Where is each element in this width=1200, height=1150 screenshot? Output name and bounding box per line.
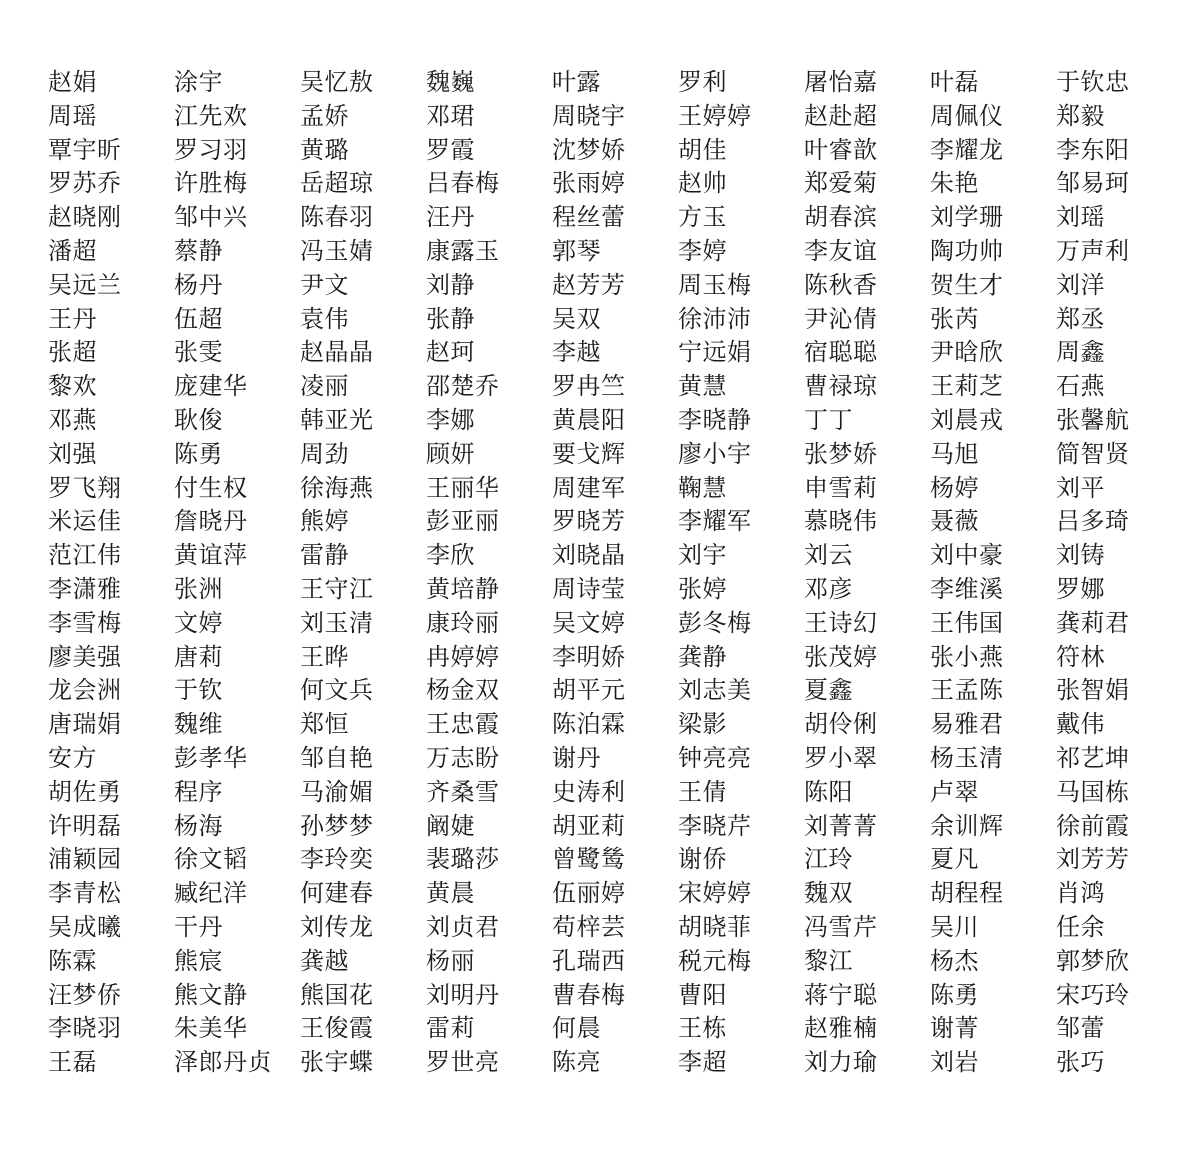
name-cell: 王诗幻 <box>804 608 878 637</box>
name-cell: 蔡静 <box>174 236 223 265</box>
name-cell: 税元梅 <box>678 946 752 975</box>
name-cell: 尹晗欣 <box>930 338 1004 367</box>
name-cell: 刘宇 <box>678 541 727 570</box>
name-cell: 尹沁倩 <box>804 304 878 333</box>
name-cell: 刘玉清 <box>300 608 374 637</box>
name-cell: 刘明丹 <box>426 980 500 1009</box>
name-cell: 孟娇 <box>300 101 349 130</box>
name-cell: 涂宇 <box>174 68 223 96</box>
name-cell: 刘晓晶 <box>552 541 626 570</box>
name-cell: 要戈辉 <box>552 439 626 468</box>
name-cell: 万声利 <box>1056 236 1130 265</box>
name-cell: 郑毅 <box>1056 101 1105 130</box>
name-cell: 魏双 <box>804 879 853 908</box>
name-cell: 李雪梅 <box>48 608 122 637</box>
name-cell: 任余 <box>1056 912 1105 941</box>
name-cell: 刘强 <box>48 439 97 468</box>
name-cell: 潘超 <box>48 236 97 265</box>
name-cell: 李欣 <box>426 541 475 570</box>
name-cell: 张茂婷 <box>804 642 878 671</box>
name-cell: 李超 <box>678 1048 727 1077</box>
name-cell: 马旭 <box>930 439 979 468</box>
name-cell: 罗冉竺 <box>552 372 626 401</box>
name-cell: 杨婷 <box>930 473 979 502</box>
name-cell: 韩亚光 <box>300 405 374 434</box>
name-cell: 刘贞君 <box>426 912 500 941</box>
name-cell: 罗晓芳 <box>552 507 626 536</box>
name-cell: 泽郎丹贞 <box>174 1048 272 1077</box>
name-cell: 孔瑞西 <box>552 946 626 975</box>
name-cell: 浦颖园 <box>48 845 122 874</box>
name-cell: 王忠霞 <box>426 710 500 739</box>
name-cell: 胡程程 <box>930 879 1004 908</box>
name-cell: 江先欢 <box>174 101 248 130</box>
name-cell: 石燕 <box>1056 372 1105 401</box>
name-cell: 胡佐勇 <box>48 777 122 806</box>
name-cell: 阚婕 <box>426 811 475 840</box>
name-cell: 李青松 <box>48 879 122 908</box>
name-cell: 罗娜 <box>1056 574 1105 603</box>
name-cell: 梁影 <box>678 710 727 739</box>
name-cell: 易雅君 <box>930 710 1004 739</box>
name-cell: 干丹 <box>174 912 223 941</box>
name-cell: 赵赴超 <box>804 101 878 130</box>
name-cell: 雷静 <box>300 541 349 570</box>
name-cell: 黄璐 <box>300 135 349 164</box>
name-cell: 熊国花 <box>300 980 374 1009</box>
name-cell: 顾妍 <box>426 439 475 468</box>
name-cell: 吴远兰 <box>48 270 122 299</box>
name-cell: 叶露 <box>552 68 601 96</box>
name-cell: 邓燕 <box>48 405 97 434</box>
name-cell: 周玉梅 <box>678 270 752 299</box>
name-cell: 吴忆敖 <box>300 68 374 96</box>
name-cell: 丁丁 <box>804 405 853 434</box>
name-cell: 宁远娟 <box>678 338 752 367</box>
name-cell: 黎江 <box>804 946 853 975</box>
name-cell: 陈亮 <box>552 1048 601 1077</box>
name-list-page <box>48 66 1168 1080</box>
name-cell: 郭梦欣 <box>1056 946 1130 975</box>
name-cell: 龙会洲 <box>48 676 122 705</box>
name-cell: 刘平 <box>1056 473 1105 502</box>
name-cell: 刘志美 <box>678 676 752 705</box>
name-cell: 邵楚乔 <box>426 372 500 401</box>
name-cell: 汪丹 <box>426 203 475 232</box>
name-cell: 王晔 <box>300 642 349 671</box>
name-cell: 简智贤 <box>1056 439 1130 468</box>
name-cell: 熊文静 <box>174 980 248 1009</box>
name-cell: 张巧 <box>1056 1048 1105 1077</box>
name-cell: 刘洋 <box>1056 270 1105 299</box>
name-cell: 吴文婷 <box>552 608 626 637</box>
name-cell: 谢菁 <box>930 1014 979 1043</box>
name-cell: 胡亚莉 <box>552 811 626 840</box>
name-cell: 胡春滨 <box>804 203 878 232</box>
name-cell: 文婷 <box>174 608 223 637</box>
name-cell: 刘岩 <box>930 1048 979 1077</box>
name-cell: 安方 <box>48 743 97 772</box>
name-cell: 黄谊萍 <box>174 541 248 570</box>
name-cell: 汪梦侨 <box>48 980 122 1009</box>
name-cell: 刘瑶 <box>1056 203 1105 232</box>
name-cell: 周佩仪 <box>930 101 1004 130</box>
name-cell: 范江伟 <box>48 541 122 570</box>
name-cell: 黄培静 <box>426 574 500 603</box>
name-cell: 周晓宇 <box>552 101 626 130</box>
name-cell: 魏维 <box>174 710 223 739</box>
name-cell: 朱美华 <box>174 1014 248 1043</box>
name-cell: 周诗莹 <box>552 574 626 603</box>
name-cell: 周劲 <box>300 439 349 468</box>
name-cell: 夏鑫 <box>804 676 853 705</box>
name-cell: 王守江 <box>300 574 374 603</box>
name-cell: 康玲丽 <box>426 608 500 637</box>
name-cell: 耿俊 <box>174 405 223 434</box>
name-cell: 沈梦娇 <box>552 135 626 164</box>
name-cell: 冯雪芹 <box>804 912 878 941</box>
name-cell: 王婷婷 <box>678 101 752 130</box>
name-cell: 郑丞 <box>1056 304 1105 333</box>
name-cell: 臧纪洋 <box>174 879 248 908</box>
name-cell: 蒋宁聪 <box>804 980 878 1009</box>
name-cell: 杨金双 <box>426 676 500 705</box>
name-cell: 伍超 <box>174 304 223 333</box>
name-cell: 许明磊 <box>48 811 122 840</box>
name-cell: 凌丽 <box>300 372 349 401</box>
name-cell: 徐文韬 <box>174 845 248 874</box>
name-cell: 贺生才 <box>930 270 1004 299</box>
name-cell: 罗利 <box>678 68 727 96</box>
name-cell: 夏凡 <box>930 845 979 874</box>
name-cell: 何建春 <box>300 879 374 908</box>
name-cell: 赵晶晶 <box>300 338 374 367</box>
name-cell: 李耀龙 <box>930 135 1004 164</box>
name-cell: 赵晓刚 <box>48 203 122 232</box>
name-cell: 马国栋 <box>1056 777 1130 806</box>
name-cell: 唐瑞娟 <box>48 710 122 739</box>
name-cell: 刘晨戎 <box>930 405 1004 434</box>
name-cell: 彭亚丽 <box>426 507 500 536</box>
name-cell: 庞建华 <box>174 372 248 401</box>
name-cell: 刘菁菁 <box>804 811 878 840</box>
name-cell: 慕晓伟 <box>804 507 878 536</box>
name-cell: 何文兵 <box>300 676 374 705</box>
name-cell: 程丝蕾 <box>552 203 626 232</box>
name-cell: 罗小翠 <box>804 743 878 772</box>
name-cell: 方玉 <box>678 203 727 232</box>
name-cell: 周建军 <box>552 473 626 502</box>
name-cell: 胡佳 <box>678 135 727 164</box>
name-cell: 杨海 <box>174 811 223 840</box>
name-cell: 魏巍 <box>426 68 475 96</box>
name-cell: 邹自艳 <box>300 743 374 772</box>
name-cell: 杨丹 <box>174 270 223 299</box>
name-cell: 曹阳 <box>678 980 727 1009</box>
name-cell: 张馨航 <box>1056 405 1130 434</box>
name-cell: 王莉芝 <box>930 372 1004 401</box>
name-cell: 王俊霞 <box>300 1014 374 1043</box>
name-cell: 祁艺坤 <box>1056 743 1130 772</box>
name-cell: 郭琴 <box>552 236 601 265</box>
name-cell: 黄晨阳 <box>552 405 626 434</box>
name-cell: 龚静 <box>678 642 727 671</box>
name-cell: 齐桑雪 <box>426 777 500 806</box>
name-cell: 邹中兴 <box>174 203 248 232</box>
name-cell: 胡平元 <box>552 676 626 705</box>
name-cell: 伍丽婷 <box>552 879 626 908</box>
name-cell: 卢翠 <box>930 777 979 806</box>
name-cell: 刘力瑜 <box>804 1048 878 1077</box>
name-cell: 戴伟 <box>1056 710 1105 739</box>
name-cell: 于钦 <box>174 676 223 705</box>
name-cell: 刘静 <box>426 270 475 299</box>
name-cell: 万志盼 <box>426 743 500 772</box>
name-cell: 李越 <box>552 338 601 367</box>
name-cell: 王磊 <box>48 1048 97 1077</box>
name-cell: 谢丹 <box>552 743 601 772</box>
name-cell: 杨玉清 <box>930 743 1004 772</box>
name-cell: 张芮 <box>930 304 979 333</box>
name-cell: 岳超琼 <box>300 169 374 198</box>
name-cell: 曾鹭鸶 <box>552 845 626 874</box>
name-cell: 王丹 <box>48 304 97 333</box>
name-cell: 雷莉 <box>426 1014 475 1043</box>
name-cell: 李友谊 <box>804 236 878 265</box>
name-cell: 刘芳芳 <box>1056 845 1130 874</box>
name-cell: 张雯 <box>174 338 223 367</box>
name-cell: 李东阳 <box>1056 135 1130 164</box>
name-cell: 邓珺 <box>426 101 475 130</box>
name-cell: 叶磊 <box>930 68 979 96</box>
name-cell: 罗苏乔 <box>48 169 122 198</box>
name-cell: 赵娟 <box>48 68 97 96</box>
name-cell: 胡晓菲 <box>678 912 752 941</box>
name-cell: 付生权 <box>174 473 248 502</box>
name-cell: 孙梦梦 <box>300 811 374 840</box>
name-cell: 申雪莉 <box>804 473 878 502</box>
name-cell: 周瑶 <box>48 101 97 130</box>
name-cell: 鞠慧 <box>678 473 727 502</box>
name-cell: 刘铸 <box>1056 541 1105 570</box>
name-cell: 李婷 <box>678 236 727 265</box>
name-cell: 李晓静 <box>678 405 752 434</box>
name-cell: 徐海燕 <box>300 473 374 502</box>
name-cell: 余训辉 <box>930 811 1004 840</box>
name-cell: 吕多琦 <box>1056 507 1130 536</box>
name-cell: 王丽华 <box>426 473 500 502</box>
name-cell: 廖美强 <box>48 642 122 671</box>
name-cell: 刘云 <box>804 541 853 570</box>
name-cell: 张超 <box>48 338 97 367</box>
name-cell: 宿聪聪 <box>804 338 878 367</box>
name-cell: 熊婷 <box>300 507 349 536</box>
name-cell: 张洲 <box>174 574 223 603</box>
name-cell: 肖鸿 <box>1056 879 1105 908</box>
name-cell: 叶睿歆 <box>804 135 878 164</box>
name-cell: 吴双 <box>552 304 601 333</box>
name-cell: 廖小宇 <box>678 439 752 468</box>
name-cell: 李潇雅 <box>48 574 122 603</box>
name-cell: 宋巧玲 <box>1056 980 1130 1009</box>
name-cell: 张小燕 <box>930 642 1004 671</box>
name-cell: 陈秋香 <box>804 270 878 299</box>
name-cell: 何晨 <box>552 1014 601 1043</box>
name-cell: 袁伟 <box>300 304 349 333</box>
name-cell: 詹晓丹 <box>174 507 248 536</box>
name-cell: 王栋 <box>678 1014 727 1043</box>
name-cell: 赵雅楠 <box>804 1014 878 1043</box>
name-cell: 黎欢 <box>48 372 97 401</box>
name-cell: 赵帅 <box>678 169 727 198</box>
name-cell: 李耀军 <box>678 507 752 536</box>
name-cell: 龚莉君 <box>1056 608 1130 637</box>
name-cell: 裴璐莎 <box>426 845 500 874</box>
name-cell: 于钦忠 <box>1056 68 1130 96</box>
name-cell: 张雨婷 <box>552 169 626 198</box>
name-cell: 刘学珊 <box>930 203 1004 232</box>
name-cell: 王孟陈 <box>930 676 1004 705</box>
name-cell: 徐沛沛 <box>678 304 752 333</box>
name-cell: 屠怡嘉 <box>804 68 878 96</box>
name-cell: 邹易珂 <box>1056 169 1130 198</box>
name-cell: 聂薇 <box>930 507 979 536</box>
name-cell: 邓彦 <box>804 574 853 603</box>
name-cell: 陶功帅 <box>930 236 1004 265</box>
name-cell: 李维溪 <box>930 574 1004 603</box>
name-cell: 吕春梅 <box>426 169 500 198</box>
name-cell: 吴川 <box>930 912 979 941</box>
name-cell: 许胜梅 <box>174 169 248 198</box>
name-cell: 罗习羽 <box>174 135 248 164</box>
name-cell: 王伟国 <box>930 608 1004 637</box>
name-cell: 周鑫 <box>1056 338 1105 367</box>
name-cell: 覃宇昕 <box>48 135 122 164</box>
name-cell: 冉婷婷 <box>426 642 500 671</box>
name-cell: 罗飞翔 <box>48 473 122 502</box>
name-cell: 李玲奕 <box>300 845 374 874</box>
name-cell: 徐前霞 <box>1056 811 1130 840</box>
name-cell: 彭孝华 <box>174 743 248 772</box>
name-cell: 罗霞 <box>426 135 475 164</box>
name-cell: 杨丽 <box>426 946 475 975</box>
name-cell: 马渝媚 <box>300 777 374 806</box>
name-cell: 陈勇 <box>174 439 223 468</box>
name-cell: 尹文 <box>300 270 349 299</box>
name-cell: 苟梓芸 <box>552 912 626 941</box>
name-cell: 张婷 <box>678 574 727 603</box>
name-cell: 黄晨 <box>426 879 475 908</box>
name-cell: 史涛利 <box>552 777 626 806</box>
name-cell: 康露玉 <box>426 236 500 265</box>
name-cell: 刘中豪 <box>930 541 1004 570</box>
name-cell: 宋婷婷 <box>678 879 752 908</box>
name-cell: 李娜 <box>426 405 475 434</box>
name-cell: 熊宸 <box>174 946 223 975</box>
name-cell: 罗世亮 <box>426 1048 500 1077</box>
name-cell: 李明娇 <box>552 642 626 671</box>
name-cell: 杨杰 <box>930 946 979 975</box>
name-cell: 钟亮亮 <box>678 743 752 772</box>
name-cell: 黄慧 <box>678 372 727 401</box>
name-cell: 胡伶俐 <box>804 710 878 739</box>
name-cell: 陈春羽 <box>300 203 374 232</box>
name-cell: 王倩 <box>678 777 727 806</box>
name-cell: 张梦娇 <box>804 439 878 468</box>
name-cell: 朱艳 <box>930 169 979 198</box>
name-cell: 符林 <box>1056 642 1105 671</box>
name-cell: 陈霖 <box>48 946 97 975</box>
name-cell: 曹禄琼 <box>804 372 878 401</box>
name-cell: 彭冬梅 <box>678 608 752 637</box>
name-cell: 江玲 <box>804 845 853 874</box>
name-cell: 赵珂 <box>426 338 475 367</box>
name-cell: 米运佳 <box>48 507 122 536</box>
name-cell: 刘传龙 <box>300 912 374 941</box>
name-cell: 龚越 <box>300 946 349 975</box>
name-cell: 张智娟 <box>1056 676 1130 705</box>
name-cell: 陈泊霖 <box>552 710 626 739</box>
name-cell: 唐莉 <box>174 642 223 671</box>
name-cell: 邹蕾 <box>1056 1014 1105 1043</box>
name-cell: 李晓芹 <box>678 811 752 840</box>
name-cell: 张宇蝶 <box>300 1048 374 1077</box>
name-cell: 谢侨 <box>678 845 727 874</box>
name-cell: 李晓羽 <box>48 1014 122 1043</box>
name-cell: 陈勇 <box>930 980 979 1009</box>
name-cell: 郑爱菊 <box>804 169 878 198</box>
name-cell: 吴成曦 <box>48 912 122 941</box>
name-cell: 冯玉婧 <box>300 236 374 265</box>
name-grid <box>48 66 1168 1080</box>
name-cell: 曹春梅 <box>552 980 626 1009</box>
name-cell: 赵芳芳 <box>552 270 626 299</box>
name-cell: 郑恒 <box>300 710 349 739</box>
name-cell: 程序 <box>174 777 223 806</box>
name-cell: 张静 <box>426 304 475 333</box>
name-cell: 陈阳 <box>804 777 853 806</box>
